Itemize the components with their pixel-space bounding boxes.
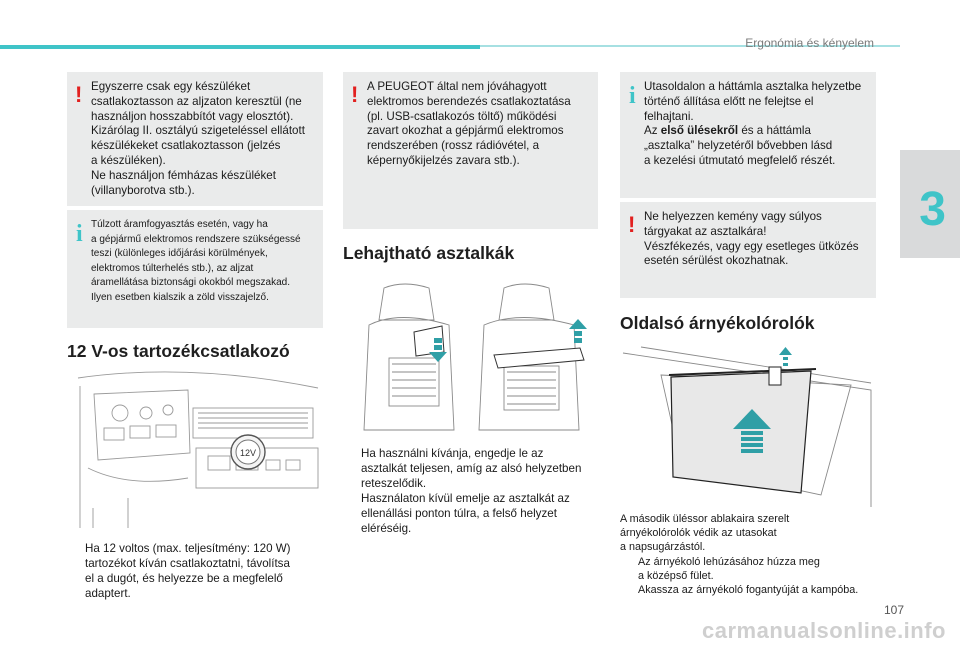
- watermark: carmanualsonline.info: [702, 618, 946, 643]
- section-heading-12v: 12 V-os tartozékcsatlakozó: [67, 341, 290, 361]
- socket-label: 12V: [239, 448, 257, 458]
- warning-text: A PEUGEOT által nem jóváhagyott elektromos berendezés csatlakoztatása (pl. USB-csatlakozós töltő) működési zavart okozhat a gépjármű elektromos rendszerében (rossz rádióvétel, a képernyőkijelzés zavara stb.).: [367, 80, 571, 167]
- list-item: Akassza az árnyékoló fogantyúját a kampóba.: [638, 584, 859, 597]
- warning-icon: !: [628, 212, 636, 237]
- info-box-power: [67, 210, 323, 328]
- info-icon: i: [629, 83, 636, 109]
- list-item: Ha 12 voltos (max. teljesítmény: 120 W) tartozékot kíván csatlakoztatni, távolítsa el a dugót, és helyezze be a megfelelő adaptert.: [85, 542, 291, 600]
- section-title: Ergonómia és kényelem: [745, 36, 874, 50]
- section-heading-tables: Lehajtható asztalkák: [343, 243, 515, 263]
- socket-instructions: [67, 541, 323, 601]
- warning-icon: !: [351, 82, 359, 107]
- sunblind-illustration: [621, 345, 875, 507]
- warning-box-heavy-objects: [620, 202, 876, 298]
- table-instructions: [343, 446, 599, 536]
- list-item: Az árnyékoló lehúzásához húzza meg a középső fület.: [638, 555, 820, 582]
- warning-icon: !: [75, 82, 83, 107]
- warning-text: Ne helyezzen kemény vagy súlyos tárgyakat az asztalkára! Vészfékezés, vagy egy esetleges ütközés esetén sérülést okozhatnak.: [644, 210, 859, 268]
- header-accent-bar: [0, 45, 480, 49]
- warning-box-peugeot: [343, 72, 598, 229]
- info-icon: i: [76, 221, 83, 247]
- list-item: Használaton kívül emelje az asztalkát az ellenállási ponton túlra, a felső helyzet eléréséig.: [361, 492, 570, 535]
- sunblind-instructions: A második üléssor ablakaira szerelt árnyékolórolók védik az utasokat a napsugárzástól. Az árnyékoló lehúzásához húzza meg a középső fület. Akassza az árnyékoló fogantyúját a kampóba.: [620, 512, 880, 597]
- chapter-number: 3: [919, 183, 946, 236]
- socket-illustration: [68, 368, 322, 528]
- page-number: 107: [883, 603, 904, 617]
- info-text: Túlzott áramfogyasztás esetén, vagy ha a gépjármű elektromos rendszere szükségessé teszi (különleges időjárási körülmények, elektromos túlterhelés stb.), az aljzat áramellátása biztonsági okokból megszakad. Ilyen esetben kialszik a zöld visszajelző.: [91, 219, 301, 303]
- warning-text: Egyszerre csak egy készüléket csatlakoztasson az aljzaton keresztül (ne használjon hosszabbítót vagy elosztót). Kizárólag II. osztályú szigeteléssel ellátott készülékeket csatlakoztasson (jelzés a készüléken). Ne használjon fémházas készüléket (villanyborotva stb.).: [91, 80, 305, 197]
- info-box-passenger: [620, 72, 876, 198]
- list-item: Ha használni kívánja, engedje le az asztalkát teljesen, amíg az alsó helyzetben reteszelődik.: [361, 447, 582, 490]
- info-text: Utasoldalon a háttámla asztalka helyzetbe történő állítása előtt ne felejtse el felhajtani. Az első ülésekről és a háttámla „asztalka” helyzetéről bővebben lásd a kezelési útmutató megfelelő részét.: [644, 80, 862, 167]
- section-heading-sunblinds: Oldalsó árnyékolórolók: [620, 313, 815, 333]
- warning-box-socket: [67, 72, 323, 206]
- folding-table-illustration: [344, 280, 598, 440]
